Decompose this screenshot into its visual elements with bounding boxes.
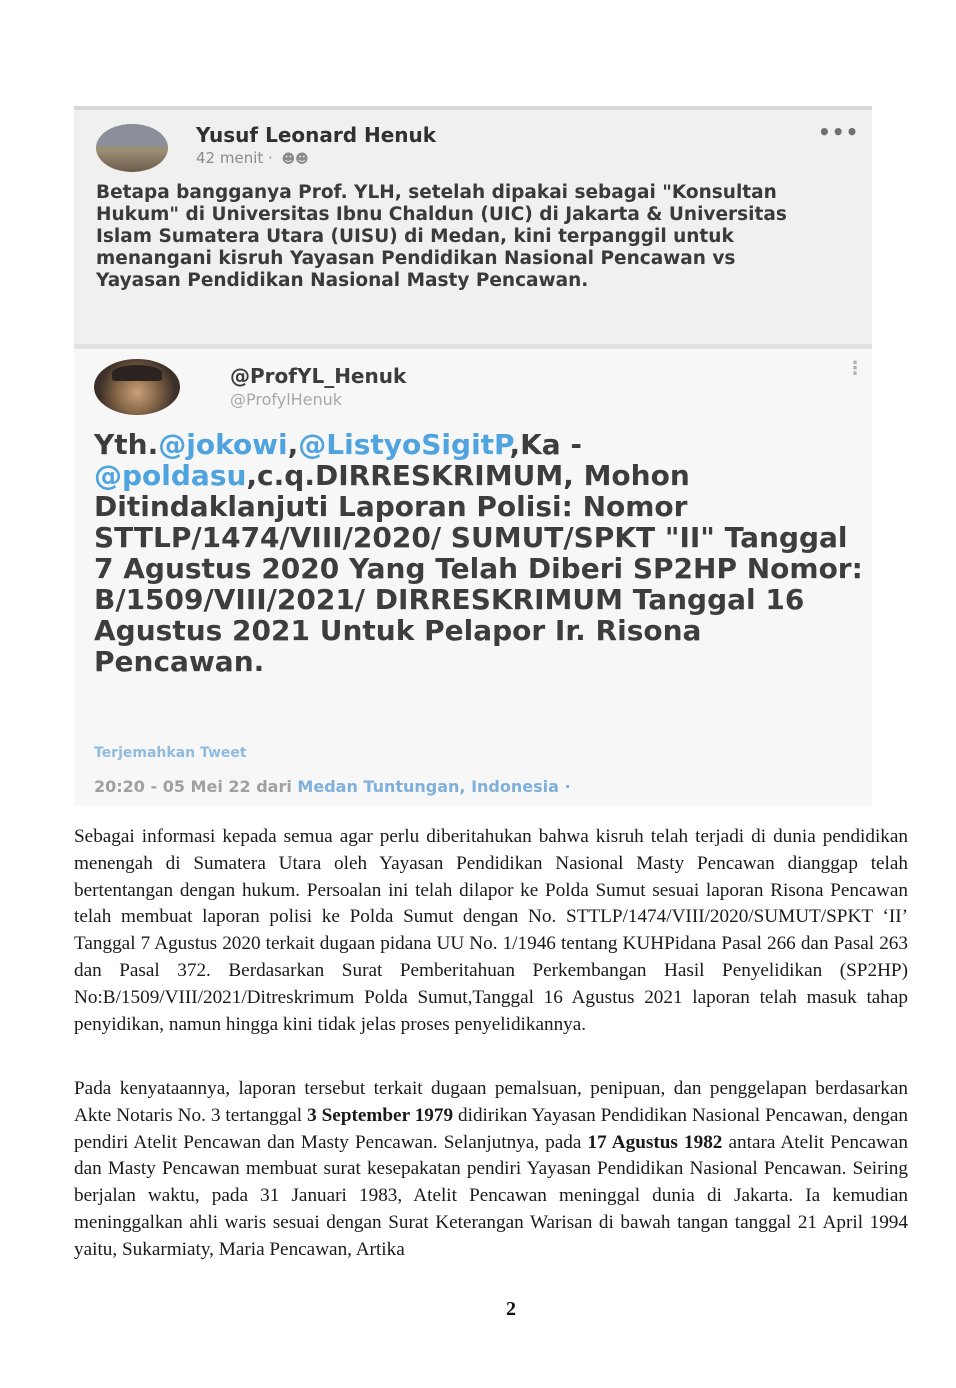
author-avatar [96,124,168,172]
tweet-handle: @ProfylHenuk [230,390,343,409]
tweet-timestamp: 20:20 - 05 Mei 22 dari Medan Tuntungan, Indonesia · [94,777,571,796]
friends-icon: ☻☻ [281,152,309,167]
embedded-screenshot [74,106,872,806]
post-more-icon: ••• [818,120,860,144]
post-time: 42 menit · [196,149,273,167]
date-highlight: 17 Agustus 1982 [587,1131,723,1153]
tweet-display-name: @ProfYL_Henuk [230,364,407,388]
date-highlight: 3 September 1979 [307,1104,454,1126]
mention-listyosigitp: @ListyoSigitP [298,428,510,461]
tweet [74,349,872,806]
page-number: 2 [506,1298,516,1320]
tweet-text: Yth.@jokowi,@ListyoSigitP,Ka -@poldasu,c.q.DIRRESKRIMUM, Mohon Ditindaklanjuti Laporan Polisi: Nomor STTLP/1474/VIII/2020/ SUMUT/SPKT "II" Tanggal 7 Agustus 2020 Yang Telah Diberi SP2HP Nomor: B/1509/VIII/2021/ DIRRESKRIMUM Tanggal 16 Agustus 2021 Untuk Pelapor Ir. Risona Pencawan. [94,428,863,678]
facebook-post [74,110,872,344]
post-author-name: Yusuf Leonard Henuk [196,123,437,147]
post-text: Betapa bangganya Prof. YLH, setelah dipakai sebagai "Konsultan Hukum" di Universitas Ibnu Chaldun (UIC) di Jakarta & Universitas Islam Sumatera Utara (UISU) di Medan, kini terpanggil untuk menangani kisruh Yayasan Pendidikan Nasional Pencawan vs Yayasan Pendidikan Nasional Masty Pencawan. [96,182,787,291]
post-meta [196,149,309,167]
tweet-avatar [94,359,180,415]
document-paragraph-2: Pada kenyataannya, laporan tersebut terkait dugaan pemalsuan, penipuan, dan penggelapan berdasarkan Akte Notaris No. 3 tertanggal 3 September 1979 didirikan Yayasan Pendidikan Nasional Pencawan, dengan pendiri Atelit Pencawan dan Masty Pencawan. Selanjutnya, pada 17 Agustus 1982 antara Atelit Pencawan dan Masty Pencawan membuat surat kesepakatan pendiri Yayasan Pendidikan Nasional Pencawan. Seiring berjalan waktu, pada 31 Januari 1983, Atelit Pencawan meninggal dunia di Jakarta. Ia kemudian meninggalkan ahli waris sesuai dengan Surat Keterangan Warisan di bawah tangan tanggal 21 April 1994 yaitu, Sukarmiaty, Maria Pencawan, Artika [74,1078,909,1260]
document-paragraph-1: Sebagai informasi kepada semua agar perlu diberitahukan bahwa kisruh telah terjadi di dunia pendidikan menengah di Sumatera Utara oleh Yayasan Pendidikan Nasional Masty Pencawan dianggap telah bertentangan dengan hukum. Persoalan ini telah dilapor ke Polda Sumut sesuai laporan Risona Pencawan telah membuat laporan polisi ke Polda Sumut dengan No. STTLP/1474/VIII/2020/SUMUT/SPKT ‘II’ Tanggal 7 Agustus 2020 terkait dugaan pidana UU No. 1/1946 tentang KUHPidana Pasal 266 dan Pasal 263 dan Pasal 372. Berdasarkan Surat Pemberitahuan Perkembangan Hasil Penyelidikan (SP2HP) No:B/1509/VIII/2021/Ditreskrimum Polda Sumut,Tanggal 16 Agustus 2021 laporan telah masuk tahap penyidikan, namun hingga kini tidak jelas proses penyelidikannya. [74,826,908,1035]
mention-poldasu: @poldasu [94,459,247,492]
tweet-location: Medan Tuntungan, Indonesia [297,777,559,796]
translate-tweet-link: Terjemahkan Tweet [94,745,247,761]
mention-jokowi: @jokowi [158,428,288,461]
tweet-more-icon: ⋮ [846,358,864,379]
